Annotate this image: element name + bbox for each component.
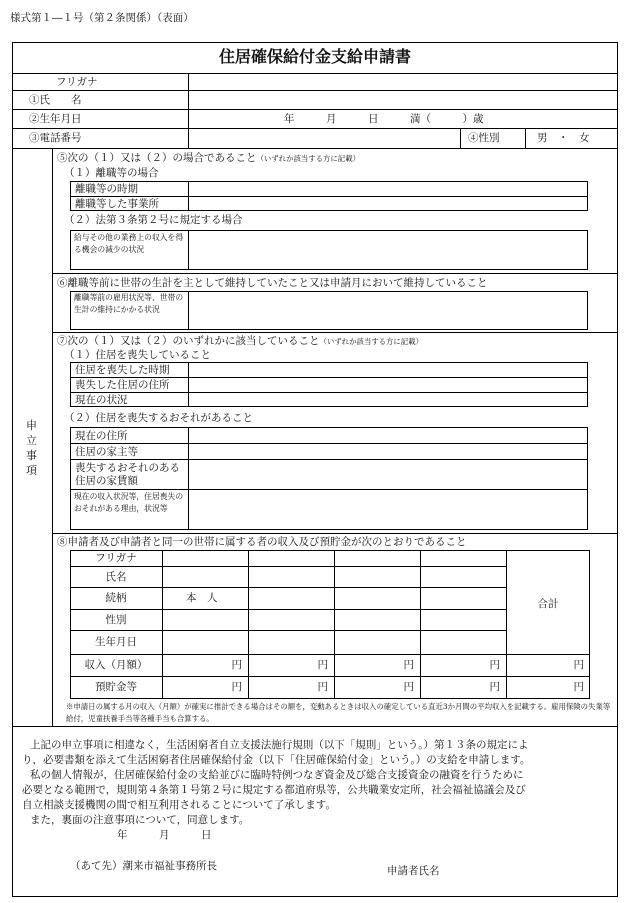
divider: [12, 726, 618, 727]
birthdate-field[interactable]: [189, 110, 617, 128]
s6-row-label: 離職等前の雇用状況等、世帯の生計の維持にかかる状況: [74, 293, 184, 314]
s8-heading: ⑧申請者及び申請者と同一の世帯に属する者の収入及び預貯金が次のとおりであること: [57, 536, 467, 548]
s7-sub2: （２）住居を喪失するおそれがあること: [64, 412, 253, 424]
signature-label: 申請者氏名: [387, 865, 440, 877]
divider: [334, 550, 335, 699]
sex-label: ④性別: [468, 132, 500, 144]
divider: [70, 676, 590, 677]
yen-unit: 円: [317, 681, 328, 693]
divider: [70, 587, 506, 588]
divider: [70, 654, 590, 655]
divider: [70, 609, 506, 610]
s7-row-label: 住居を喪失した時期: [75, 364, 170, 376]
yen-unit: 円: [317, 659, 328, 671]
s7-field[interactable]: [189, 393, 587, 407]
relationship-self: 本 人: [186, 592, 218, 604]
phone-label: ③電話番号: [29, 132, 82, 144]
name-label: ①氏 名: [29, 94, 82, 106]
s8-row-label: 性別: [105, 614, 127, 626]
declaration-line: 上記の申立事項に相違なく，生活困窮者自立支援法施行規則（以下「規則」という。）第１３条の規定によ: [30, 739, 529, 751]
sex-options[interactable]: 男 ・ 女: [537, 132, 590, 144]
s7-field[interactable]: [189, 363, 587, 377]
s7-field[interactable]: [189, 460, 587, 489]
divider: [460, 128, 461, 148]
divider: [162, 550, 163, 699]
s7-field[interactable]: [189, 428, 587, 443]
birthdate-format: 年 月 日 満（ ）歳: [284, 113, 484, 125]
divider: [52, 148, 53, 726]
application-date[interactable]: 年 月 日: [117, 829, 212, 841]
declaration-line: また，裏面の注意事項について，同意します。: [30, 814, 250, 826]
declaration-line: 必要となる範囲で，規則第４条第１号第２号に規定する都道府県等，公共職業安定所，社会福祉協議会及び: [22, 784, 526, 796]
s7-row-label: 現在の状況: [75, 394, 128, 406]
furigana-label: フリガナ: [56, 76, 98, 88]
s5-row-label: 離職等の時期: [75, 183, 138, 195]
s7-field[interactable]: [189, 378, 587, 392]
side-label: 申立事項: [26, 419, 37, 477]
s7-field[interactable]: [189, 490, 587, 529]
declaration-line: 私の個人情報が，住居確保給付金の支給並びに臨時特例つなぎ資金及び総合支援資金の融資を行うために: [30, 769, 524, 781]
total-label: 合計: [537, 598, 559, 610]
s7-field[interactable]: [189, 444, 587, 459]
divider: [248, 550, 249, 699]
divider: [52, 332, 618, 333]
s8-row-label: 収入（月額）: [84, 659, 148, 671]
form-title: 住居確保給付金支給申請書: [218, 47, 411, 66]
s6-heading: ⑥離職等前に世帯の生計を主として維持していたこと又は申請月において維持していること: [57, 277, 488, 289]
s8-row-label: 氏名: [105, 571, 127, 583]
yen-unit: 円: [403, 681, 414, 693]
yen-unit: 円: [231, 659, 242, 671]
s6-field[interactable]: [189, 292, 587, 329]
s5-field[interactable]: [189, 197, 587, 211]
s7-row-label: 喪失するおそれのある住居の家賃額: [75, 462, 180, 487]
s7-row-label: 現在の住所: [75, 430, 128, 442]
s8-row-label: 続柄: [105, 592, 127, 604]
furigana-field[interactable]: [189, 74, 617, 90]
signature-field[interactable]: [450, 858, 610, 878]
addressee: （あて先）潮来市福祉事務所長: [70, 860, 217, 872]
s7-heading: ⑦次の（１）又は（２）のいずれかに該当していること（いずれか該当する方に記載）: [57, 335, 423, 347]
divider: [52, 273, 618, 274]
yen-unit: 円: [489, 681, 500, 693]
divider: [70, 566, 506, 567]
s7-row-label: 住居の家主等: [75, 446, 138, 458]
divider: [52, 533, 618, 534]
s5-field[interactable]: [189, 182, 587, 196]
yen-unit: 円: [403, 659, 414, 671]
declaration-line: り，必要書類を添えて生活困窮者住居確保給付金（以下「住居確保給付金」という。）の支給を申請します。: [22, 754, 531, 766]
yen-unit: 円: [231, 681, 242, 693]
name-field[interactable]: [189, 91, 617, 109]
divider: [70, 630, 506, 631]
s8-row-label: 預貯金等: [95, 681, 137, 693]
yen-unit: 円: [573, 681, 584, 693]
s7-row-label: 喪失した住居の住所: [75, 379, 170, 391]
s8-row-label: 生年月日: [95, 636, 137, 648]
s5-sub2: （２）法第３条第２号に規定する場合: [64, 214, 243, 226]
s5-heading: ⑤次の（１）又は（２）の場合であること（いずれか該当する方に記載）: [57, 152, 360, 164]
s5-field[interactable]: [189, 231, 587, 269]
s8-row-label: フリガナ: [95, 552, 137, 564]
s5-sub1: （１）離職等の場合: [64, 167, 159, 179]
birthdate-label: ②生年月日: [29, 113, 82, 125]
declaration-line: 自立相談支援機関の間で相互利用されることについて了承します。: [22, 799, 336, 811]
s7-sub1: （１）住居を喪失していること: [64, 349, 211, 361]
s5-row-label: 離職等した事業所: [75, 198, 159, 210]
s8-note: ※申請日の属する月の収入（月額）が確実に推計できる場合はその額を，変動あるときは収入の確定している直近3か月間の平均収入を記載する。雇用保険の失業等給付，児童扶養手当等各種手当も合算する。: [66, 702, 611, 723]
divider: [525, 128, 526, 148]
divider: [506, 550, 507, 699]
divider: [12, 148, 618, 149]
yen-unit: 円: [489, 659, 500, 671]
s5-row-label: 給与その他の業務上の収入を得る機会の減少の状況: [74, 233, 184, 254]
form-number: 様式第１―１号（第２条関係）（表面）: [10, 12, 194, 24]
phone-field[interactable]: [189, 129, 460, 148]
s7-row-label: 現在の収入状況等，住居喪失のおそれがある理由，状況等: [74, 492, 184, 513]
divider: [420, 550, 421, 699]
yen-unit: 円: [573, 659, 584, 671]
